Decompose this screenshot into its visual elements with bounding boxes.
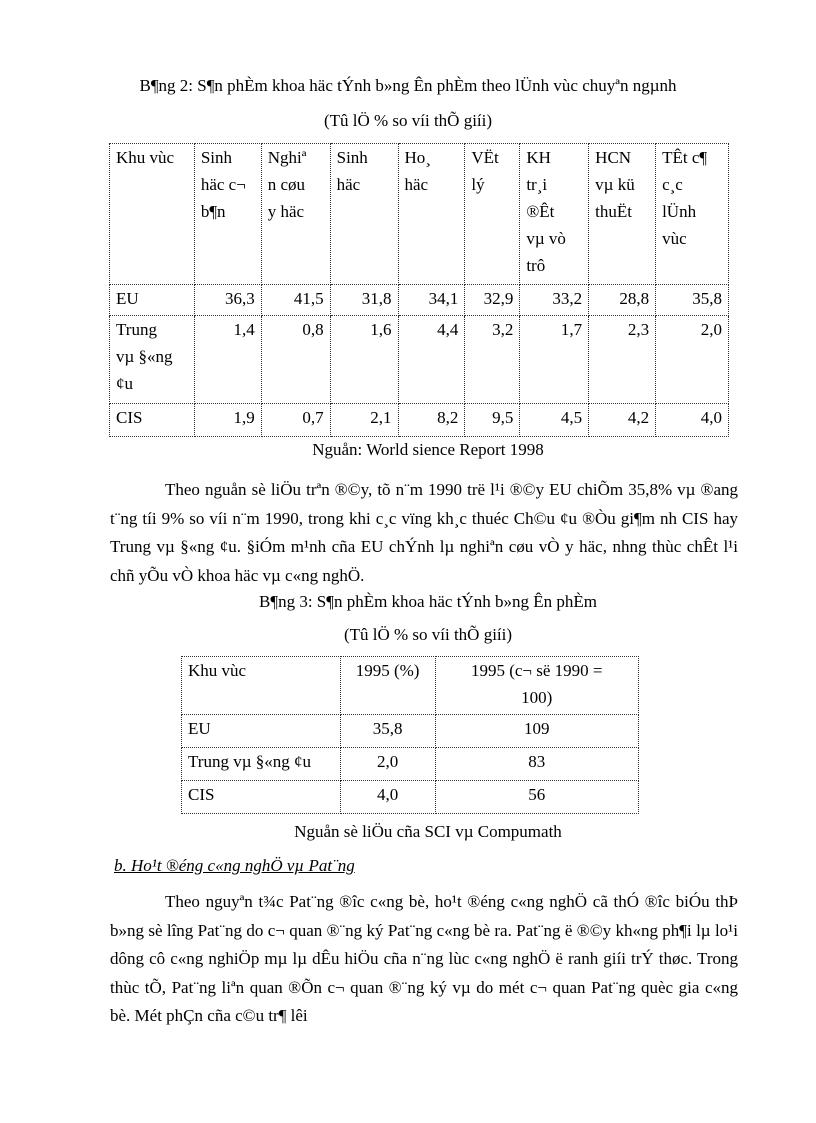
table2-header-cell-text: Sinh [336, 148, 368, 167]
table2-region-cell [110, 316, 195, 404]
table3-value-cell [435, 748, 639, 781]
table2-value-cell [656, 404, 729, 437]
table2-value-cell [194, 404, 261, 437]
table3-region-cell-text: Trung vµ §«ng ¢u [188, 752, 311, 771]
table2-value-cell-text: 1,6 [370, 320, 392, 339]
table3-header-cell-text: 1995 (%) [355, 661, 420, 680]
table2-header-cell [261, 144, 330, 285]
table2-header-cell-text: Sinh [200, 148, 233, 167]
table3-region-cell-text: EU [188, 719, 211, 738]
table3-header-cell [182, 657, 341, 715]
table2-source: Nguån: World sience Report 1998 [312, 440, 544, 459]
table2-header-cell-text: TÊt c¶ [662, 148, 708, 167]
table2-header-cell-text: trô [526, 256, 546, 275]
table3-value-cell [340, 781, 435, 814]
table2-header-cell-text: Khu vùc [116, 148, 175, 167]
section-b-heading: b. Ho¹t ®éng c«ng nghÖ vµ Pat¨ng [114, 856, 355, 875]
table2-region-cell-text: vµ §«ng [116, 347, 173, 366]
table2-value-cell-text: 36,3 [224, 289, 255, 308]
table3-value-cell [435, 715, 639, 748]
table3-source: Nguån sè liÖu cña SCI vµ Compumath [294, 822, 562, 841]
table2-header-cell-text: vµ vò [526, 229, 566, 248]
table3-header-cell [435, 657, 639, 715]
table2-value-cell [261, 404, 330, 437]
table3-value-cell-text: 56 [528, 785, 546, 804]
table2-header-cell [589, 144, 656, 285]
table2-region-cell-text: Trung [116, 320, 157, 339]
table2-value-cell [194, 285, 261, 316]
table3-header-cell-text: Khu vùc [188, 661, 247, 680]
table3-header-cell-text: 1995 (c¬ së 1990 = [470, 661, 603, 680]
table2-value-cell [330, 404, 398, 437]
table2-value-cell [589, 285, 656, 316]
table2-header-cell-text: lÜnh [662, 202, 697, 221]
table2-value-cell [398, 404, 465, 437]
table2-header-cell-text: VËt [471, 148, 499, 167]
table2-value-cell-text: 0,8 [302, 320, 324, 339]
table2-subtitle: (Tû lÖ % so víi thÕ giíi) [323, 111, 493, 130]
table2-value-cell-text: 1,9 [233, 408, 255, 427]
table2-region-cell-text: ¢u [116, 374, 133, 393]
table2-header-cell-text: b¶n [200, 202, 226, 221]
table3-value-cell-text: 83 [528, 752, 546, 771]
table2-header-cell [330, 144, 398, 285]
table3-value-cell-text: 109 [524, 719, 550, 738]
table3-header-row [182, 657, 639, 715]
table3-value-cell-text: 2,0 [376, 752, 399, 771]
table2-value-cell-text: 2,1 [370, 408, 392, 427]
table2-value-cell-text: 3,2 [492, 320, 514, 339]
table2-header-cell-text: lý [471, 175, 485, 194]
table2-value-cell [520, 404, 589, 437]
table3-region-cell [182, 781, 341, 814]
table2-value-cell [589, 404, 656, 437]
table3-region-cell-text: CIS [188, 785, 215, 804]
table2-value-cell [398, 316, 465, 404]
table2-value-cell [261, 316, 330, 404]
table2-value-cell [261, 285, 330, 316]
table2-value-cell-text: 2,3 [627, 320, 650, 339]
table2-header-cell [465, 144, 520, 285]
table2 [109, 143, 729, 437]
table2-value-cell-text: 1,7 [560, 320, 583, 339]
table2-header-cell-text: häc [336, 175, 361, 194]
table2-value-cell-text: 4,2 [627, 408, 650, 427]
table2-header-cell-text: Ho¸ [404, 148, 431, 167]
table2-value-cell [520, 316, 589, 404]
table2-header-cell-text: tr¸i [526, 175, 548, 194]
table2-value-cell-text: 8,2 [437, 408, 459, 427]
table2-value-cell [656, 285, 729, 316]
table-row [110, 285, 729, 316]
table2-value-cell-text: 35,8 [692, 289, 722, 308]
table2-header-cell-text: y häc [267, 202, 305, 221]
table2-value-cell-text: 1,4 [233, 320, 255, 339]
table2-value-cell [589, 316, 656, 404]
table2-header-cell-text: c¸c [662, 175, 683, 194]
table-row [110, 404, 729, 437]
table2-header-cell-text: vùc [662, 229, 687, 248]
table2-value-cell [656, 316, 729, 404]
table2-header-cell [520, 144, 589, 285]
table2-value-cell-text: 41,5 [293, 289, 324, 308]
table3-value-cell [340, 748, 435, 781]
table2-header-cell-text: KH [526, 148, 551, 167]
table2-value-cell-text: 34,1 [428, 289, 459, 308]
table2-header-cell [656, 144, 729, 285]
table3-value-cell-text: 35,8 [372, 719, 403, 738]
table2-value-cell [465, 285, 520, 316]
table3-subtitle: (Tû lÖ % so víi thÕ giíi) [343, 625, 513, 644]
table-row [182, 715, 639, 748]
table3-value-cell [435, 781, 639, 814]
table2-header-cell-text: vµ kü [595, 175, 635, 194]
table2-region-cell [110, 404, 195, 437]
table2-title: B¶ng 2: S¶n phÈm khoa häc tÝnh b»ng Ên phÈm theo lÜnh vùc chuyªn ngµnh [139, 76, 677, 95]
table2-header-cell-text: ®Êt [526, 202, 555, 221]
table2-header-cell-text: Nghiª [267, 148, 307, 167]
table2-value-cell-text: 33,2 [552, 289, 583, 308]
table2-header-cell-text: thuËt [595, 202, 633, 221]
table3-region-cell [182, 748, 341, 781]
table2-value-cell [194, 316, 261, 404]
table2-value-cell-text: 32,9 [483, 289, 514, 308]
table2-value-cell-text: 4,0 [700, 408, 722, 427]
paragraph-2: Theo nguyªn t¾c Pat¨ng ®îc c«ng bè, ho¹t ®éng c«ng nghÖ cã thÓ ®îc biÓu thÞ b»ng sè lîng Pat¨ng do c¬ quan ®¨ng ký Pat¨ng c«ng bè ra. Pat¨ng ë ®©y kh«ng ph¶i lµ lo¹i dông cô c«ng nghiÖp mµ lµ dÊu hiÖu cña n¨ng lùc c«ng nghÖ ë ranh giíi trÝ thøc. Trong thùc tÕ, Pat¨ng liªn quan ®Õn c¬ quan ®¨ng ký vµ do mét c¬ quan Pat¨ng quèc gia c«ng bè. Mét phÇn cña c©u tr¶ lêi [110, 892, 738, 1025]
table2-region-cell [110, 285, 195, 316]
table3-region-cell [182, 715, 341, 748]
table3-title: B¶ng 3: S¶n phÈm khoa häc tÝnh b»ng Ên phÈm [259, 592, 597, 611]
table2-header-cell-text: n cøu [267, 175, 306, 194]
table3-header-cell-text: 100) [521, 688, 553, 707]
table2-value-cell-text: 4,5 [560, 408, 583, 427]
table2-value-cell [465, 404, 520, 437]
table2-header-cell-text: HCN [595, 148, 632, 167]
paragraph-1: Theo nguån sè liÖu trªn ®©y, tõ n¨m 1990 trë l¹i ®©y EU chiÕm 35,8% vµ ®ang t¨ng tíi 9% so víi n¨m 1990, trong khi c¸c vïng kh¸c thuéc Ch©u ¢u ®Òu gi¶m nh CIS hay Trung vµ §«ng ¢u. §iÓm m¹nh cña EU chÝnh lµ nghiªn cøu vÒ y häc, nhng thùc chÊt l¹i chñ yÕu vÒ khoa häc vµ c«ng nghÖ. [110, 480, 738, 585]
table2-header-cell [110, 144, 195, 285]
table3 [181, 656, 639, 814]
table2-value-cell-text: 31,8 [361, 289, 392, 308]
table2-region-cell-text: CIS [116, 408, 143, 427]
table2-header-cell-text: häc [404, 175, 429, 194]
table2-value-cell [330, 285, 398, 316]
table3-value-cell-text: 4,0 [376, 785, 399, 804]
table2-region-cell-text: EU [116, 289, 139, 308]
table2-header-row [110, 144, 729, 285]
table2-header-cell-text: häc c¬ [200, 175, 246, 194]
table2-value-cell [330, 316, 398, 404]
table2-value-cell-text: 2,0 [700, 320, 722, 339]
table2-value-cell-text: 0,7 [302, 408, 324, 427]
table2-value-cell-text: 9,5 [492, 408, 514, 427]
table2-value-cell-text: 28,8 [619, 289, 650, 308]
table3-header-cell [340, 657, 435, 715]
table-row [182, 748, 639, 781]
table2-value-cell [520, 285, 589, 316]
table2-value-cell [465, 316, 520, 404]
table2-header-cell [398, 144, 465, 285]
table3-value-cell [340, 715, 435, 748]
table2-header-cell [194, 144, 261, 285]
table2-value-cell-text: 4,4 [437, 320, 459, 339]
table-row [110, 316, 729, 404]
table2-value-cell [398, 285, 465, 316]
table-row [182, 781, 639, 814]
